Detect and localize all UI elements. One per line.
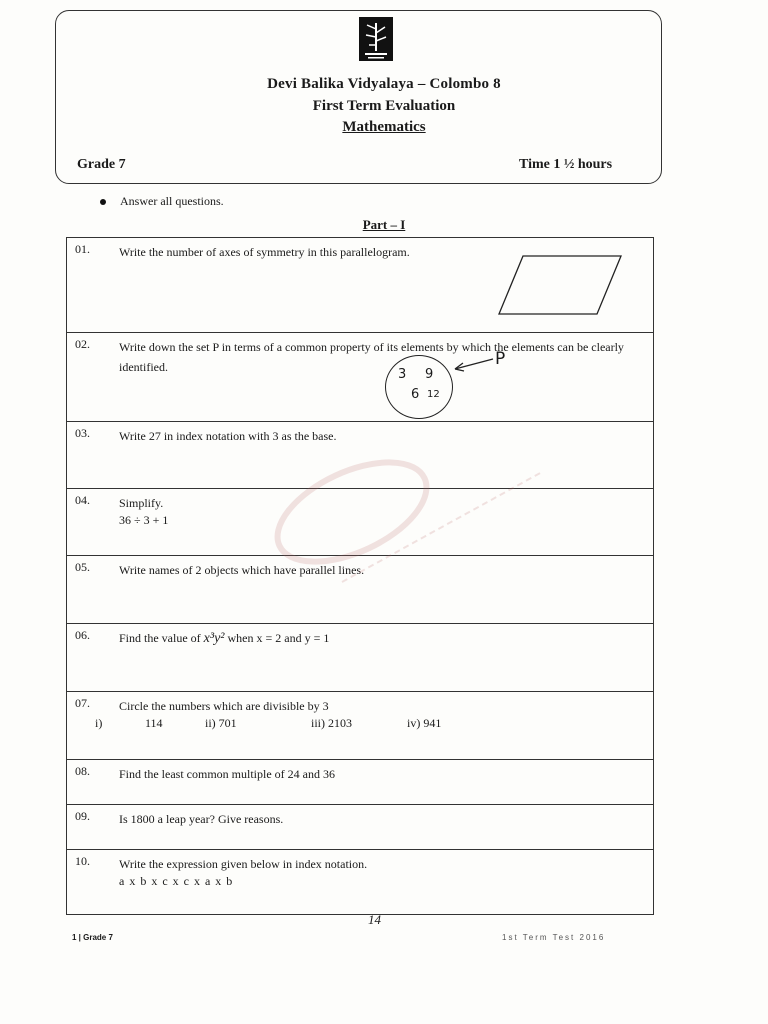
watermark-logo [222,452,552,622]
choice-option: iii) 2103 [311,716,352,730]
footer-right: 1st Term Test 2016 [502,933,606,942]
set-element: 9 [425,367,434,382]
question-text: Circle the numbers which are divisible by 3 [119,699,329,713]
footer-left: 1 | Grade 7 [72,933,113,942]
instruction-text: Answer all questions. [120,194,224,208]
choice-option: ii) 701 [205,716,237,730]
question-text [119,628,649,649]
handwritten-mark: 14 [368,912,381,927]
question-row-09 [67,804,653,849]
question-row-10 [67,849,653,914]
question-number: 09. [75,809,90,823]
set-element: 6 [411,387,420,402]
question-expression: a x b x c x c x a x b [119,874,234,888]
question-number: 03. [75,426,90,440]
question-number: 07. [75,696,90,710]
question-row-08 [67,759,653,804]
bullet-icon [100,199,106,205]
school-crest-icon [359,17,393,61]
time-label: Time 1 ½ hours [519,157,613,172]
question-row-01 [67,238,653,332]
question-text: Find the least common multiple of 24 and 36 [119,767,335,781]
parallelogram-figure [497,252,627,320]
instruction [100,194,224,209]
set-label: P [495,349,506,369]
question-text: Write 27 in index notation with 3 as the base. [119,429,337,443]
grade-label: Grade 7 [77,157,126,172]
question-number: 08. [75,764,90,778]
part-title: Part – I [362,217,406,232]
set-element: 3 [398,367,407,382]
choice-label: i) [95,716,103,730]
question-text: Write the number of axes of symmetry in this parallelogram. [119,245,410,259]
question-row-07 [67,691,653,759]
question-number: 10. [75,854,90,868]
question-number: 02. [75,337,90,351]
question-number: 05. [75,560,90,574]
question-text-after: when x = 2 and y = 1 [227,631,330,645]
question-number: 06. [75,628,90,642]
exam-title: First Term Evaluation [312,98,456,114]
set-element: 12 [427,389,440,400]
question-text: Write the expression given below in index notation. [119,857,368,871]
question-text: Simplify. [119,496,164,510]
question-text: Write names of 2 objects which have parallel lines. [119,563,365,577]
question-text-before: Find the value of [119,631,201,645]
school-logo [359,17,393,61]
question-expression: 36 ÷ 3 + 1 [119,513,169,527]
question-text: Write down the set P in terms of a common property of its elements by which the elements can be clearly identified. [119,340,624,374]
arrow-icon [451,355,495,375]
question-row-06 [67,623,653,691]
school-name: Devi Balika Vidyalaya – Colombo 8 [267,76,501,92]
question-text: Is 1800 a leap year? Give reasons. [119,812,284,826]
choice-option: iv) 941 [407,716,442,730]
subject-title: Mathematics [342,119,426,135]
choice-value: 114 [145,716,163,730]
question-row-02 [67,332,653,421]
question-expression: x³y² [203,631,225,646]
question-number: 01. [75,242,90,256]
question-number: 04. [75,493,90,507]
